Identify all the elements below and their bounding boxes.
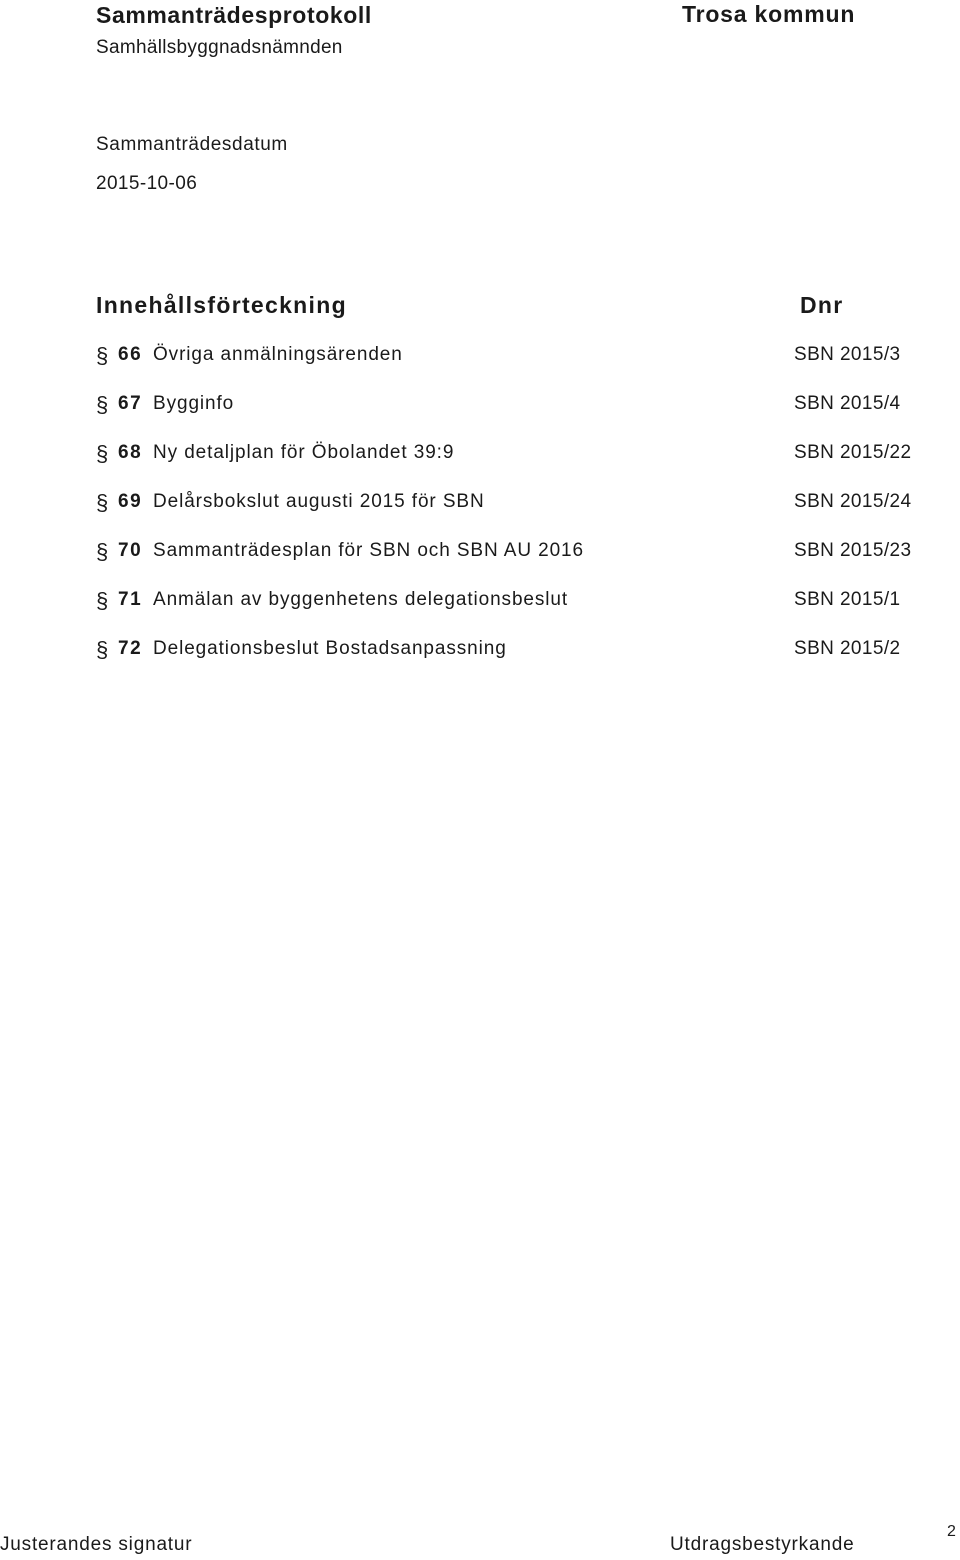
extract-certification-label: Utdragsbestyrkande — [670, 1534, 855, 1555]
toc-item-number: 67 — [118, 393, 143, 414]
toc-heading: Innehållsförteckning — [96, 292, 347, 318]
committee-name: Samhällsbyggnadsnämnden — [96, 37, 343, 58]
meeting-date: 2015-10-06 — [96, 173, 198, 194]
municipality-name: Trosa kommun — [682, 1, 856, 27]
signature-label: Justerandes signatur — [0, 1534, 193, 1555]
toc-dnr-heading: Dnr — [800, 292, 844, 318]
toc-item — [96, 540, 936, 566]
toc-item-number: 72 — [118, 638, 143, 659]
toc-item-title: Delårsbokslut augusti 2015 för SBN — [153, 491, 485, 512]
toc-item-dnr: SBN 2015/4 — [794, 393, 901, 414]
toc-item-number: 66 — [118, 344, 143, 365]
toc-item-title: Delegationsbeslut Bostadsanpassning — [153, 638, 507, 659]
toc-item-number: 69 — [118, 491, 143, 512]
toc-item-dnr: SBN 2015/23 — [794, 540, 912, 561]
toc-item-dnr: SBN 2015/2 — [794, 638, 901, 659]
toc-item-dnr: SBN 2015/22 — [794, 442, 912, 463]
toc-item — [96, 589, 936, 615]
toc-item-title: Ny detaljplan för Öbolandet 39:9 — [153, 442, 455, 463]
document-type: Sammanträdesprotokoll — [96, 2, 372, 28]
toc-item-number: 71 — [118, 589, 143, 610]
section-symbol: § — [96, 392, 109, 417]
toc-item-title: Övriga anmälningsärenden — [153, 344, 403, 365]
toc-item — [96, 491, 936, 517]
toc-item-title: Anmälan av byggenhetens delegationsbeslut — [153, 589, 569, 610]
section-symbol: § — [96, 490, 109, 515]
toc-item-title: Bygginfo — [153, 393, 235, 414]
toc-item-number: 68 — [118, 442, 143, 463]
toc-item-dnr: SBN 2015/3 — [794, 344, 901, 365]
page-number: 2 — [947, 1523, 956, 1540]
toc-item-dnr: SBN 2015/24 — [794, 491, 912, 512]
toc-item-number: 70 — [118, 540, 143, 561]
toc-item — [96, 638, 936, 664]
toc-item — [96, 344, 936, 370]
toc-item-title: Sammanträdesplan för SBN och SBN AU 2016 — [153, 540, 584, 561]
toc-item-dnr: SBN 2015/1 — [794, 589, 901, 610]
toc-item — [96, 442, 936, 468]
section-symbol: § — [96, 637, 109, 662]
toc-item — [96, 393, 936, 419]
meeting-date-label: Sammanträdesdatum — [96, 134, 288, 155]
section-symbol: § — [96, 343, 109, 368]
section-symbol: § — [96, 441, 109, 466]
section-symbol: § — [96, 588, 109, 613]
section-symbol: § — [96, 539, 109, 564]
